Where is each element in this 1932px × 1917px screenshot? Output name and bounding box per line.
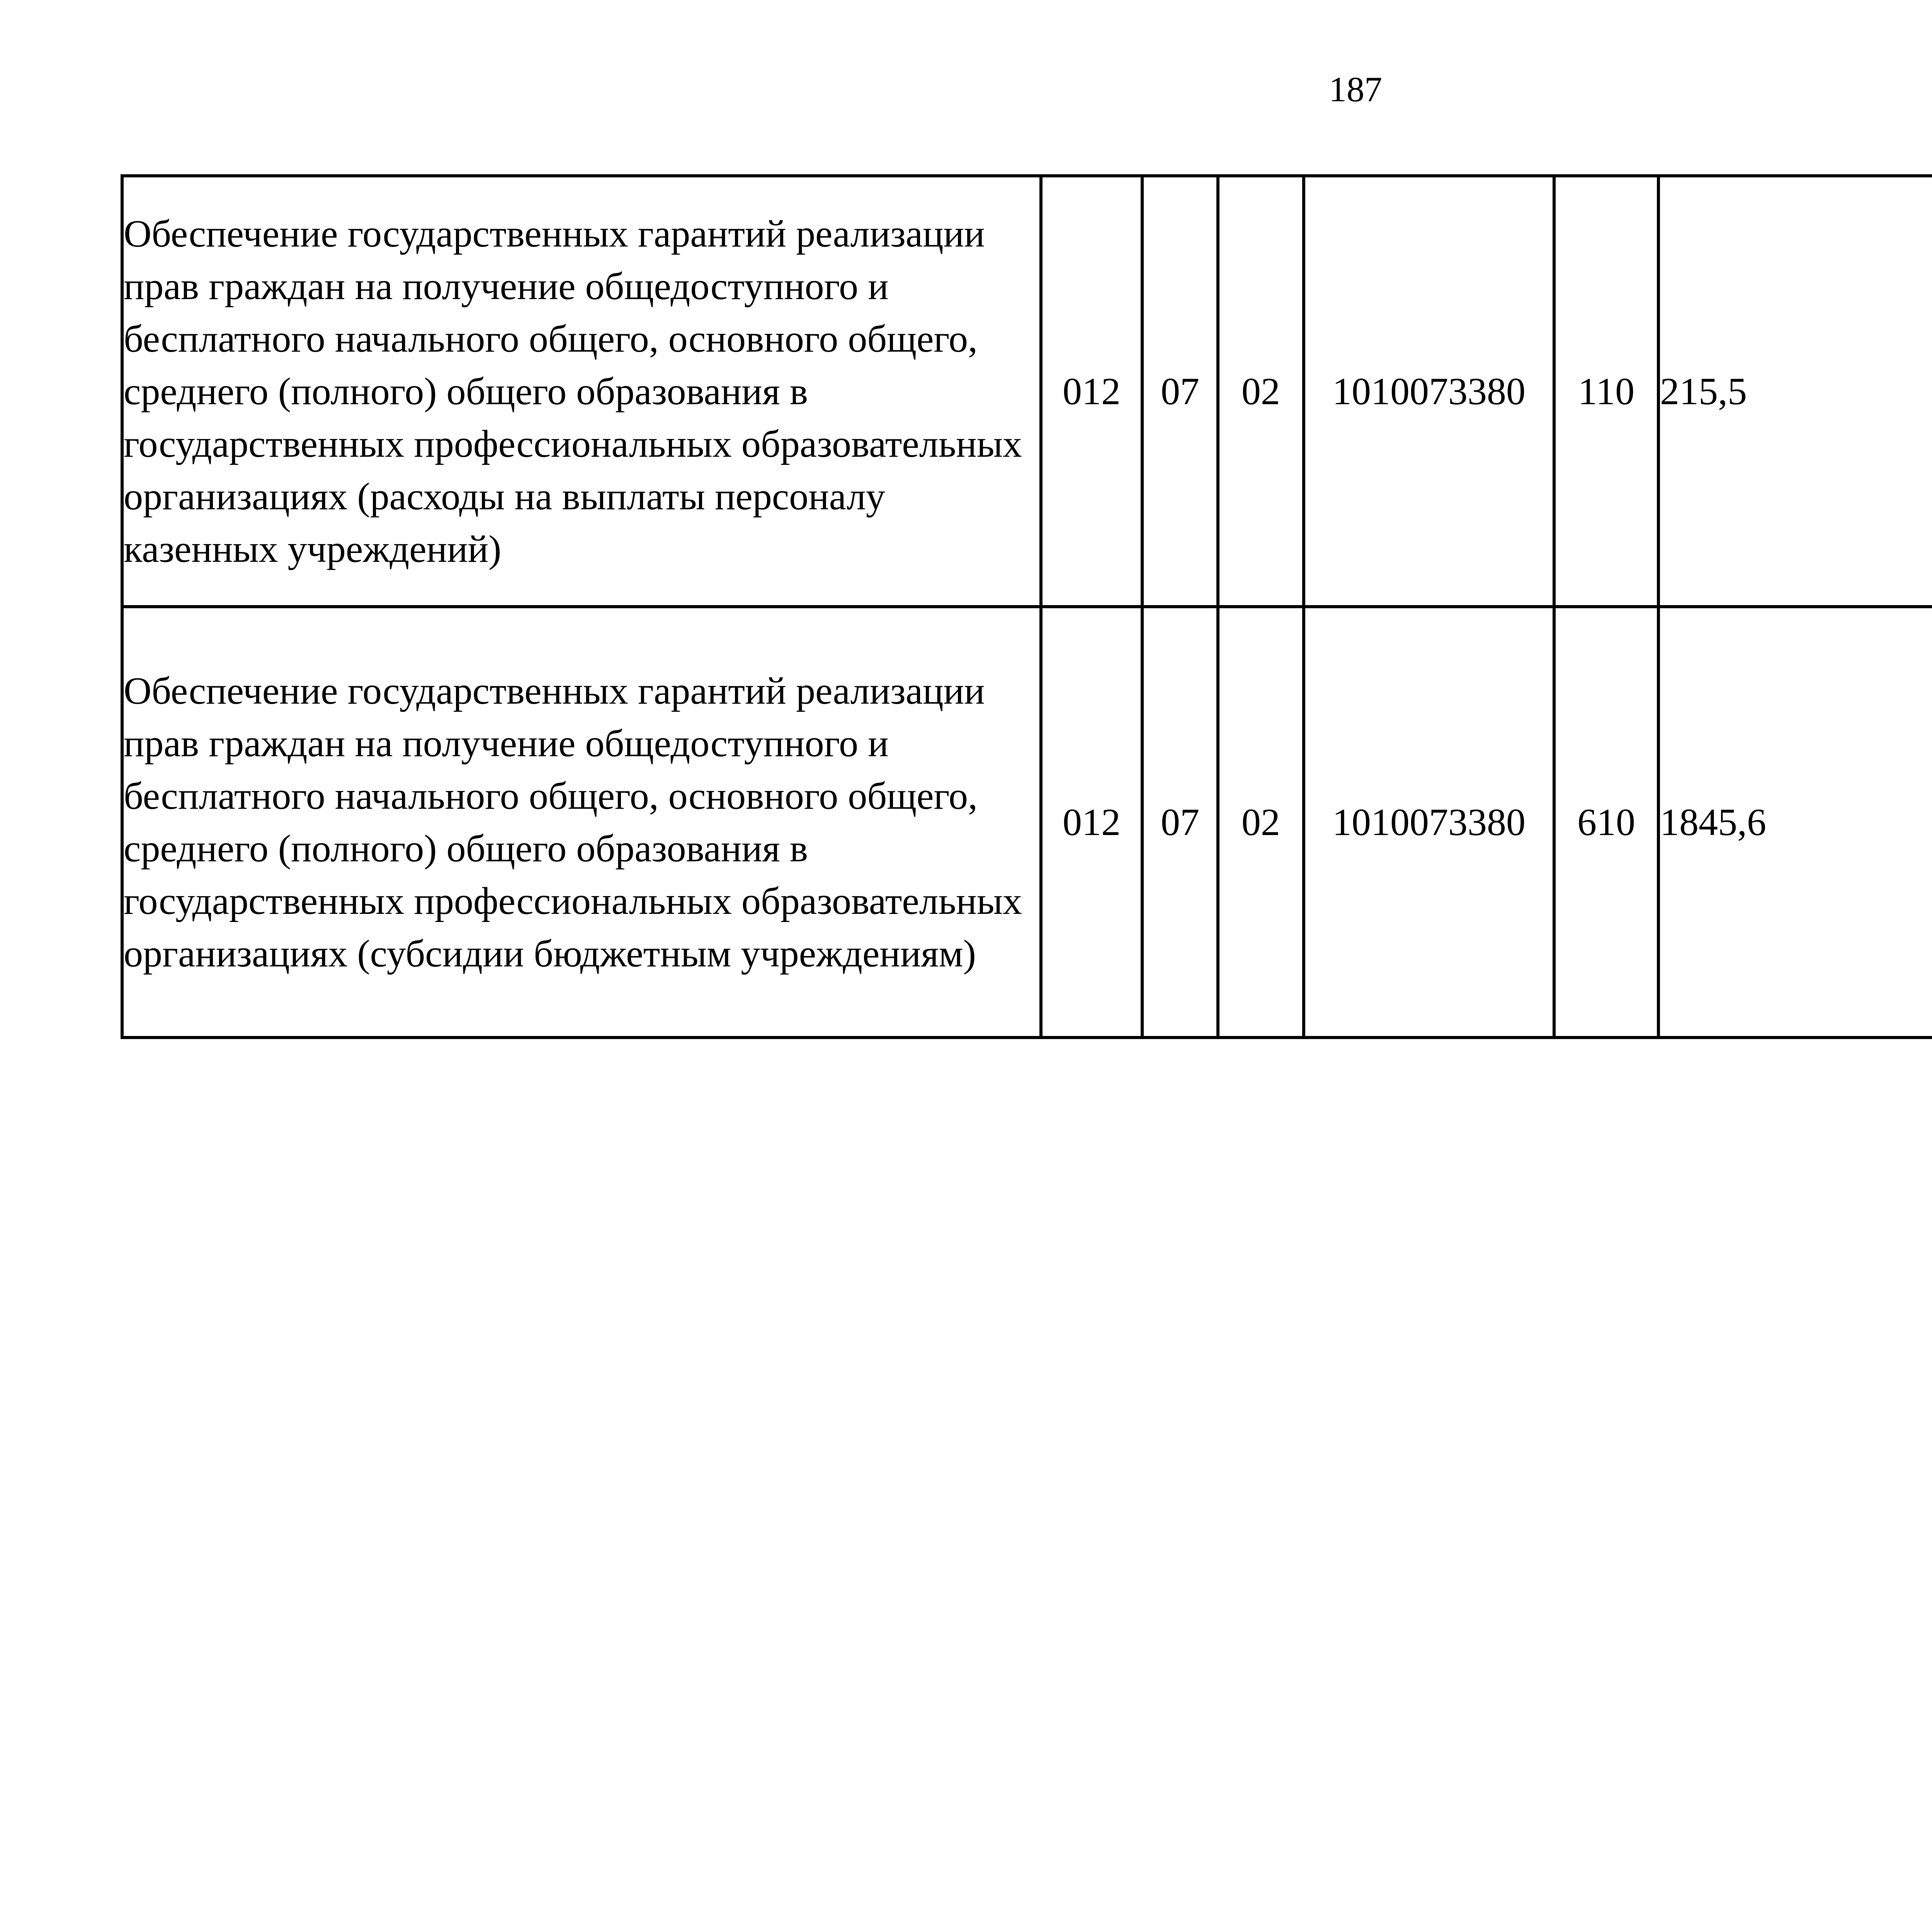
expense-type-code: 610 xyxy=(1554,607,1658,1038)
target-article-code: 1010073380 xyxy=(1304,176,1554,607)
table-row xyxy=(122,176,1932,607)
amount-cell: 215,5 xyxy=(1658,176,1932,607)
section-code: 07 xyxy=(1142,176,1218,607)
section-code: 07 xyxy=(1142,607,1218,1038)
amount-cell: 1845,6 xyxy=(1658,607,1932,1038)
subsection-code: 02 xyxy=(1218,176,1304,607)
page-number: 187 xyxy=(1329,70,1382,109)
ministry-code: 012 xyxy=(1041,607,1142,1038)
ministry-code: 012 xyxy=(1041,176,1142,607)
row-description: Обеспечение государственных гарантий реализации прав граждан на получение общедоступного и бесплатного начального общего, основного общего, среднего (полного) общего образования в государственных профессиональных образовательных организациях (субсидии бюджетным учреждениям) xyxy=(122,607,1041,1038)
budget-table xyxy=(121,174,1932,1039)
table-row xyxy=(122,607,1932,1038)
target-article-code: 1010073380 xyxy=(1304,607,1554,1038)
expense-type-code: 110 xyxy=(1554,176,1658,607)
row-description: Обеспечение государственных гарантий реализации прав граждан на получение общедоступного и бесплатного начального общего, основного общего, среднего (полного) общего образования в государственных профессиональных образовательных организациях (расходы на выплаты персоналу казенных учреждений) xyxy=(122,176,1041,607)
subsection-code: 02 xyxy=(1218,607,1304,1038)
